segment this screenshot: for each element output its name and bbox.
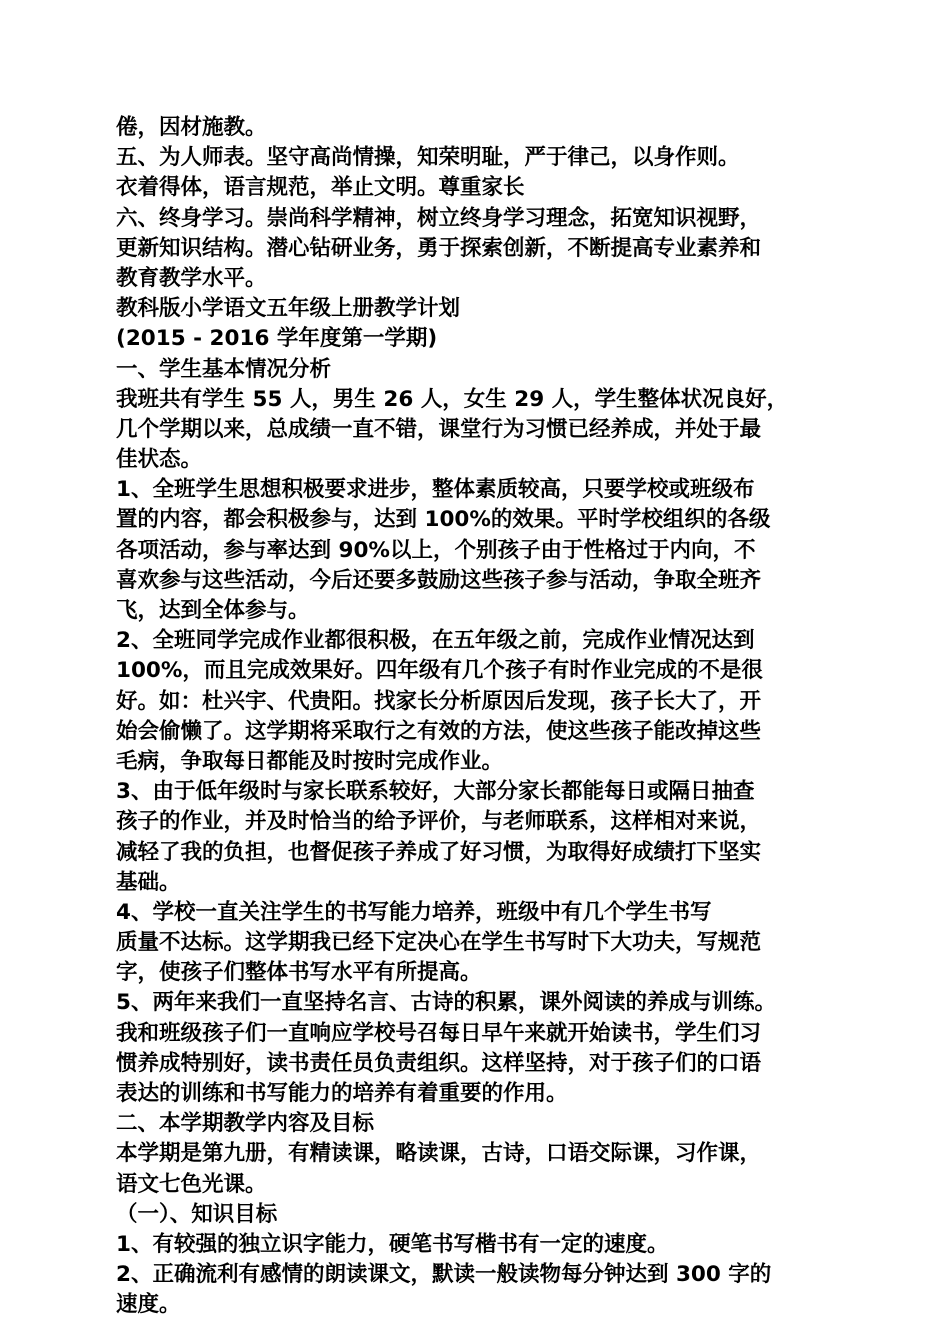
text-line: 置的内容，都会积极参与，达到 100%的效果。平时学校组织的各级 bbox=[116, 507, 771, 533]
text-line: 1、有较强的独立识字能力，硬笔书写楷书有一定的速度。 bbox=[116, 1231, 669, 1257]
text-line: 100%，而且完成效果好。四年级有几个孩子有时作业完成的不是很 bbox=[116, 658, 763, 684]
text-line: 教育教学水平。 bbox=[116, 265, 267, 291]
text-line: 基础。 bbox=[116, 869, 181, 895]
text-line: 孩子的作业，并及时恰当的给予评价，与老师联系，这样相对来说， bbox=[116, 809, 762, 835]
text-line: 始会偷懒了。这学期将采取行之有效的方法，使这些孩子能改掉这些 bbox=[116, 718, 762, 744]
text-line: 质量不达标。这学期我已经下定决心在学生书写时下大功夫，写规范 bbox=[116, 930, 762, 956]
text-line: 4、学校一直关注学生的书写能力培养，班级中有几个学生书写 bbox=[116, 899, 712, 925]
text-line: 语文七色光课。 bbox=[116, 1171, 267, 1197]
section-heading: 二、本学期教学内容及目标 bbox=[116, 1111, 375, 1137]
text-line: 更新知识结构。潜心钻研业务，勇于探索创新，不断提高专业素养和 bbox=[116, 235, 762, 261]
text-line: 1、全班学生思想积极要求进步，整体素质较高，只要学校或班级布 bbox=[116, 477, 755, 503]
text-line: 速度。 bbox=[116, 1292, 181, 1318]
text-line: 我和班级孩子们一直响应学校号召每日早午来就开始读书，学生们习 bbox=[116, 1020, 762, 1046]
text-line: 倦，因材施教。 bbox=[116, 115, 267, 140]
text-line: 飞，达到全体参与。 bbox=[116, 598, 310, 623]
subsection-heading: （一）、知识目标 bbox=[116, 1201, 278, 1227]
text-line: 各项活动，参与率达到 90%以上，个别孩子由于性格过于内向，不 bbox=[116, 537, 756, 563]
text-line: 几个学期以来，总成绩一直不错，课堂行为习惯已经养成，并处于最 bbox=[116, 416, 762, 442]
text-line: 毛病，争取每日都能及时按时完成作业。 bbox=[116, 748, 504, 774]
text-line: 本学期是第九册，有精读课，略读课，古诗，口语交际课，习作课， bbox=[116, 1141, 762, 1167]
text-line: 2、正确流利有感情的朗读课文，默读一般读物每分钟达到 300 字的 bbox=[116, 1262, 772, 1288]
plan-subtitle: (2015 - 2016 学年度第一学期) bbox=[116, 326, 438, 352]
text-line: 5、两年来我们一直坚持名言、古诗的积累，课外阅读的养成与训练。 bbox=[116, 990, 776, 1016]
text-line: 减轻了我的负担，也督促孩子养成了好习惯，为取得好成绩打下坚实 bbox=[116, 839, 762, 865]
text-line: 衣着得体，语言规范，举止文明。尊重家长 bbox=[116, 175, 525, 201]
plan-title: 教科版小学语文五年级上册教学计划 bbox=[116, 296, 461, 322]
text-line: 喜欢参与这些活动，今后还要多鼓励这些孩子参与活动，争取全班齐 bbox=[116, 567, 762, 593]
text-line: 五、为人师表。坚守高尚情操，知荣明耻，严于律己，以身作则。 bbox=[116, 145, 740, 171]
text-line: 3、由于低年级时与家长联系较好，大部分家长都能每日或隔日抽查 bbox=[116, 779, 755, 805]
text-line: 我班共有学生 55 人，男生 26 人，女生 29 人，学生整体状况良好， bbox=[116, 386, 789, 412]
text-line: 字，使孩子们整体书写水平有所提高。 bbox=[116, 960, 482, 986]
text-line: 六、终身学习。崇尚科学精神，树立终身学习理念，拓宽知识视野， bbox=[116, 205, 762, 231]
text-line: 2、全班同学完成作业都很积极，在五年级之前，完成作业情况达到 bbox=[116, 628, 755, 654]
section-heading: 一、学生基本情况分析 bbox=[116, 356, 332, 382]
text-line: 佳状态。 bbox=[116, 447, 203, 473]
text-line: 好。如：杜兴宇、代贵阳。找家长分析原因后发现，孩子长大了，开 bbox=[116, 688, 762, 714]
text-line: 表达的训练和书写能力的培养有着重要的作用。 bbox=[116, 1081, 568, 1106]
text-line: 惯养成特别好，读书责任员负责组织。这样坚持，对于孩子们的口语 bbox=[116, 1050, 762, 1076]
document-body bbox=[116, 113, 838, 1321]
